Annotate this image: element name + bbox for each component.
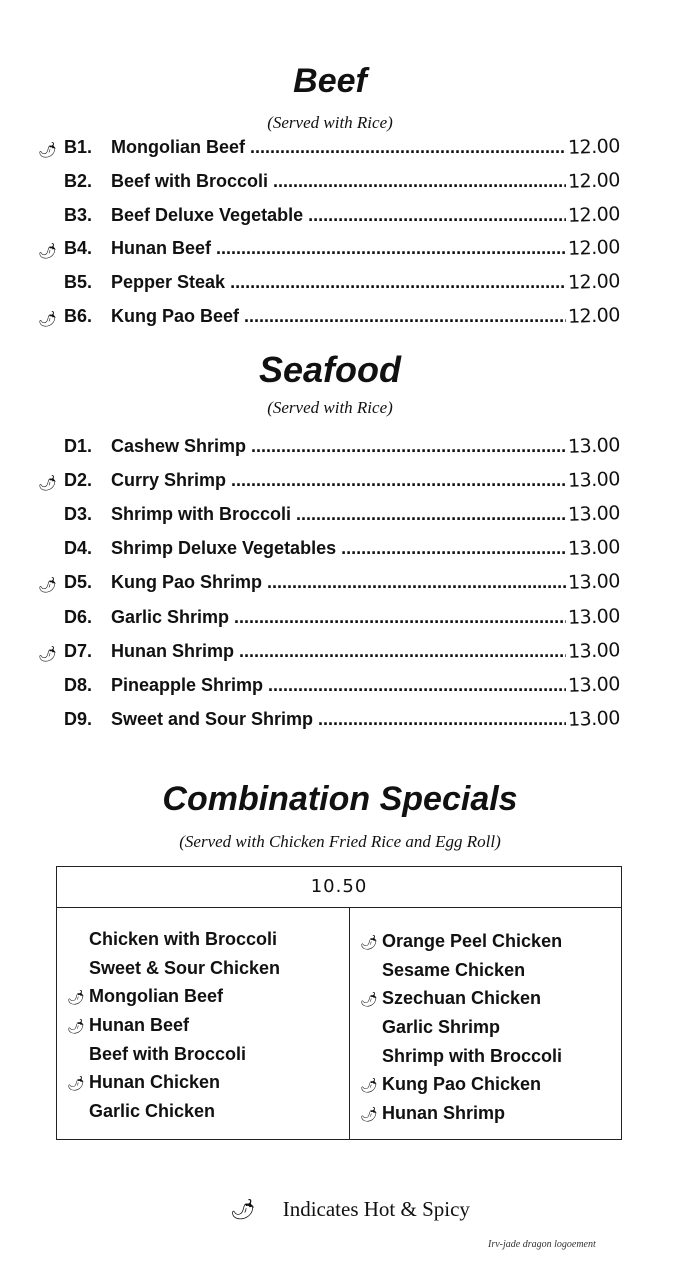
- chili-pepper-icon: 🌶︎: [360, 934, 378, 950]
- combination-item: [57, 1011, 349, 1040]
- menu-item-code: D1.: [64, 436, 93, 456]
- seafood-section-title: Seafood: [258, 349, 401, 390]
- spicy-legend: [0, 1197, 700, 1222]
- menu-item-name: Kung Pao Beef .....: [111, 303, 566, 329]
- combination-item-name: Kung Pao Chicken: [382, 1074, 542, 1095]
- chili-pepper-icon: 🌶︎: [67, 989, 85, 1006]
- menu-item-code: B5.: [64, 272, 93, 293]
- combination-subtitle: (Served with Chicken Fried Rice and Egg Roll): [179, 832, 501, 851]
- menu-item-name: Pineapple Shrimp .....: [111, 672, 566, 698]
- seafood-section-subtitle: (Served with Rice): [267, 398, 393, 417]
- chili-pepper-icon: 🌶︎: [230, 1199, 256, 1221]
- chili-pepper-icon: 🌶︎: [38, 142, 58, 159]
- combination-item: [57, 954, 349, 983]
- combination-table: [56, 866, 622, 1140]
- combination-title: Combination Specials: [162, 780, 518, 818]
- menu-item: [0, 638, 700, 664]
- menu-item-code: B3.: [64, 204, 93, 225]
- menu-item: [0, 269, 700, 295]
- menu-item-price: 13.00: [567, 706, 621, 731]
- menu-item: [0, 433, 700, 459]
- combination-item-name: Szechuan Chicken: [382, 988, 542, 1009]
- menu-item-code: D4.: [64, 538, 93, 559]
- menu-item-name: Beef Deluxe Vegetable .....: [111, 202, 566, 228]
- menu-item-price: 13.00: [567, 570, 621, 595]
- combination-item-name: Garlic Chicken: [89, 1101, 216, 1122]
- menu-item-code: B6.: [64, 306, 93, 326]
- menu-item: [0, 467, 700, 493]
- credit-text: Irv-jade dragon logoement: [488, 1239, 596, 1250]
- combination-item-name: Chicken with Broccoli: [89, 929, 278, 949]
- combination-left-column: [57, 925, 349, 1126]
- menu-item-price: 13.00: [567, 502, 621, 527]
- menu-item-name: Hunan Beef .....: [111, 235, 566, 261]
- combination-item: [350, 956, 562, 985]
- menu-item-code: D5.: [64, 572, 93, 593]
- menu-item-name: Mongolian Beef .....: [111, 134, 566, 160]
- spicy-legend-text: Indicates Hot & Spicy: [282, 1197, 470, 1221]
- menu-item-code: D8.: [64, 674, 93, 695]
- menu-item-code: D3.: [64, 504, 93, 525]
- combination-item: [350, 1042, 562, 1071]
- chili-pepper-icon: 🌶︎: [38, 311, 58, 328]
- combination-item: [350, 927, 562, 956]
- menu-item: [0, 672, 700, 698]
- menu-item-code: D6.: [64, 606, 93, 627]
- menu-item: [0, 501, 700, 527]
- menu-item: [0, 235, 700, 261]
- chili-pepper-icon: 🌶︎: [67, 1075, 85, 1092]
- combination-item-name: Orange Peel Chicken: [382, 931, 563, 951]
- combination-item-name: Beef with Broccoli: [89, 1043, 247, 1064]
- menu-item-name: Curry Shrimp .....: [111, 467, 566, 493]
- menu-item-price: 12.00: [567, 270, 621, 295]
- menu-item-code: D9.: [64, 708, 93, 729]
- menu-item-name: Beef with Broccoli .....: [111, 168, 566, 194]
- combination-item-name: Garlic Shrimp: [382, 1017, 501, 1038]
- chili-pepper-icon: 🌶︎: [360, 991, 378, 1008]
- combination-item-name: Sesame Chicken: [382, 959, 526, 980]
- combination-item: [350, 984, 562, 1013]
- menu-item-price: 13.00: [567, 468, 621, 492]
- menu-item-price: 12.00: [567, 168, 621, 193]
- combination-price: 10.50: [57, 867, 621, 908]
- menu-item-price: 12.00: [567, 304, 621, 328]
- combination-item: [57, 1040, 349, 1069]
- menu-item-price: 13.00: [567, 638, 621, 663]
- beef-section-subtitle: (Served with Rice): [267, 113, 393, 132]
- menu-item-name: Kung Pao Shrimp .....: [111, 569, 566, 595]
- menu-item-code: B2.: [64, 170, 93, 191]
- menu-item-price: 13.00: [567, 536, 621, 561]
- combination-item-name: Shrimp with Broccoli: [382, 1045, 563, 1066]
- menu-item-price: 12.00: [567, 135, 621, 159]
- chili-pepper-icon: 🌶︎: [38, 645, 58, 663]
- menu-item-code: D2.: [64, 470, 93, 491]
- menu-item-price: 12.00: [567, 236, 621, 261]
- menu-item: [0, 569, 700, 595]
- chili-pepper-icon: 🌶︎: [360, 1077, 378, 1094]
- menu-item: [0, 535, 700, 561]
- menu-item-name: Cashew Shrimp .....: [111, 433, 566, 459]
- menu-item-name: Hunan Shrimp .....: [111, 638, 566, 664]
- chili-pepper-icon: 🌶︎: [38, 577, 58, 595]
- combination-item: [57, 925, 349, 954]
- menu-item-code: D7.: [64, 640, 93, 661]
- menu-item-name: Shrimp with Broccoli .....: [111, 501, 566, 527]
- combination-item-name: Mongolian Beef: [89, 986, 223, 1007]
- combination-item-name: Hunan Beef: [89, 1015, 190, 1036]
- chili-pepper-icon: 🌶︎: [360, 1106, 378, 1123]
- chili-pepper-icon: 🌶︎: [38, 243, 58, 261]
- combination-item-name: Hunan Chicken: [89, 1072, 221, 1093]
- menu-item-price: 13.00: [567, 434, 621, 458]
- combination-right-column: [349, 907, 622, 1139]
- chili-pepper-icon: 🌶︎: [38, 475, 58, 493]
- combination-item: [57, 1068, 349, 1097]
- beef-section-title: Beef: [293, 62, 367, 100]
- menu-item-name: Garlic Shrimp .....: [111, 604, 566, 630]
- menu-item: [0, 604, 700, 630]
- menu-item-price: 13.00: [567, 604, 621, 629]
- combination-item: [350, 1099, 562, 1128]
- combination-item-name: Hunan Shrimp: [382, 1103, 506, 1124]
- combination-item: [57, 1097, 349, 1126]
- menu-item: [0, 303, 700, 329]
- menu-item: [0, 706, 700, 732]
- menu-item: [0, 134, 700, 160]
- menu-item-name: Shrimp Deluxe Vegetables .....: [111, 535, 566, 561]
- menu-item-name: Pepper Steak .....: [111, 269, 566, 295]
- chili-pepper-icon: 🌶︎: [67, 1018, 85, 1035]
- combination-item: [350, 1013, 562, 1042]
- menu-item: [0, 168, 700, 194]
- menu-item-name: Sweet and Sour Shrimp .....: [111, 706, 566, 732]
- menu-item-code: B4.: [64, 238, 93, 259]
- menu-item-price: 12.00: [567, 202, 621, 227]
- combination-item: [57, 982, 349, 1011]
- menu-item-price: 13.00: [567, 672, 621, 697]
- combination-item: [350, 1070, 562, 1099]
- menu-item: [0, 202, 700, 228]
- menu-item-code: B1.: [64, 137, 93, 157]
- combination-item-name: Sweet & Sour Chicken: [89, 957, 281, 978]
